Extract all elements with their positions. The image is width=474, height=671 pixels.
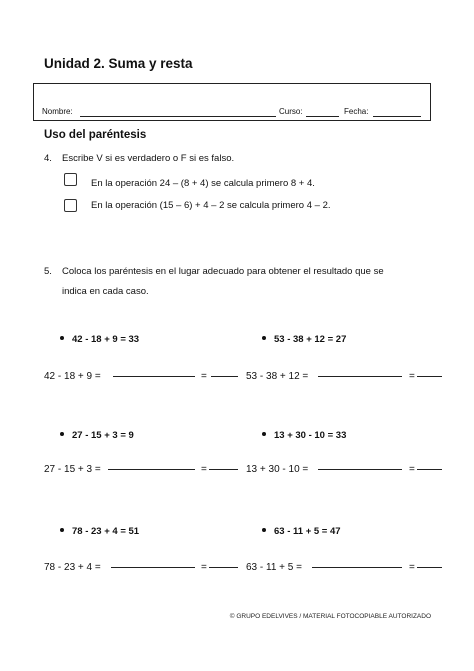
exercise-expression: 42 - 18 + 9 = xyxy=(44,371,101,382)
exercise-expression: 27 - 15 + 3 = xyxy=(44,464,101,475)
answer-line[interactable] xyxy=(318,376,402,377)
curso-label: Curso: xyxy=(279,107,303,116)
equals-sign: = xyxy=(409,371,415,382)
fecha-label: Fecha: xyxy=(344,107,369,116)
student-info-box xyxy=(33,83,431,121)
equals-sign: = xyxy=(201,464,207,475)
nombre-field[interactable] xyxy=(80,116,276,117)
exercise-target: 27 - 15 + 3 = 9 xyxy=(60,430,134,441)
q5-prompt-line2: indica en cada caso. xyxy=(62,286,149,297)
curso-field[interactable] xyxy=(306,116,339,117)
exercise-target: 53 - 38 + 12 = 27 xyxy=(262,334,346,345)
equals-sign: = xyxy=(201,371,207,382)
answer-line[interactable] xyxy=(312,567,402,568)
unit-title: Unidad 2. Suma y resta xyxy=(44,56,193,71)
exercise-expression: 63 - 11 + 5 = xyxy=(246,562,302,573)
q5-prompt-line1: Coloca los paréntesis en el lugar adecuado para obtener el resultado que se xyxy=(62,266,384,277)
q4-number: 4. xyxy=(44,153,52,164)
exercise-target: 63 - 11 + 5 = 47 xyxy=(262,526,341,537)
exercise-expression: 78 - 23 + 4 = xyxy=(44,562,101,573)
copyright-footer: © GRUPO EDELVIVES / MATERIAL FOTOCOPIABLE AUTORIZADO xyxy=(229,613,431,620)
exercise-target: 78 - 23 + 4 = 51 xyxy=(60,526,139,537)
exercise-target: 42 - 18 + 9 = 33 xyxy=(60,334,139,345)
nombre-label: Nombre: xyxy=(42,107,73,116)
equals-sign: = xyxy=(409,562,415,573)
result-line[interactable] xyxy=(211,376,238,377)
result-line[interactable] xyxy=(209,567,238,568)
answer-line[interactable] xyxy=(111,567,195,568)
equals-sign: = xyxy=(409,464,415,475)
q5-number: 5. xyxy=(44,266,52,277)
result-line[interactable] xyxy=(417,567,442,568)
result-line[interactable] xyxy=(417,376,442,377)
answer-line[interactable] xyxy=(113,376,195,377)
q4-item2-text: En la operación (15 – 6) + 4 – 2 se calcula primero 4 – 2. xyxy=(91,200,331,211)
section-title: Uso del paréntesis xyxy=(44,129,147,141)
q4-item1-checkbox[interactable] xyxy=(64,173,77,186)
q4-item2-checkbox[interactable] xyxy=(64,199,77,212)
q4-item1-text: En la operación 24 – (8 + 4) se calcula primero 8 + 4. xyxy=(91,178,315,189)
result-line[interactable] xyxy=(209,469,238,470)
exercise-expression: 13 + 30 - 10 = xyxy=(246,464,309,475)
exercise-expression: 53 - 38 + 12 = xyxy=(246,371,309,382)
q4-prompt: Escribe V si es verdadero o F si es falso. xyxy=(62,153,235,164)
exercise-target: 13 + 30 - 10 = 33 xyxy=(262,430,346,441)
equals-sign: = xyxy=(201,562,207,573)
answer-line[interactable] xyxy=(318,469,402,470)
fecha-field[interactable] xyxy=(373,116,421,117)
answer-line[interactable] xyxy=(108,469,195,470)
result-line[interactable] xyxy=(417,469,442,470)
